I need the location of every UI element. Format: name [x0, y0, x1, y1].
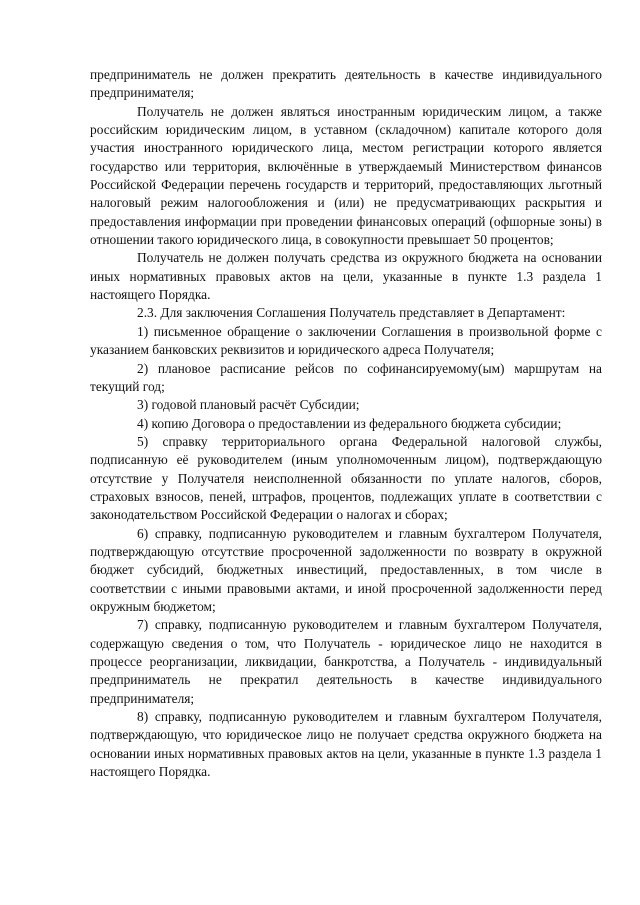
list-item-8: 8) справку, подписанную руководителем и главным бухгалтером Получателя, подтверждающую, что юридическое лицо не получает средства окружного бюджета на основании иных нормативных правовых актов на цели, указанные в пункте 1.3 раздела 1 настоящего Порядка. — [90, 709, 602, 780]
list-item-5: 5) справку территориального органа Федеральной налоговой службы, подписанную её руководителем (иным уполномоченным лицом), подтверждающую отсутствие у Получателя неисполненной обязанности по уплате налогов, сборов, страховых взносов, пеней, штрафов, процентов, подлежащих уплате в соответствии с законодательством Российской Федерации о налогах и сборах; — [90, 433, 602, 523]
list-item-3: 3) годовой плановый расчёт Субсидии; — [137, 397, 360, 413]
list-item-4: 4) копию Договора о предоставлении из федерального бюджета субсидии; — [137, 415, 562, 431]
document-body — [90, 66, 602, 781]
paragraph-no-other-budget-funds: Получатель не должен получать средства из окружного бюджета на основании иных нормативных правовых актов на цели, указанные в пункте 1.3 раздела 1 настоящего Порядка. — [90, 250, 602, 303]
paragraph-foreign-entity-restriction: Получатель не должен являться иностранным юридическим лицом, а также российским юридическим лицом, в уставном (складочном) капитале которого доля участия иностранного юридического лица, местом регистрации которого является государство или территория, включённые в утверждаемый Министерством финансов Российской Федерации перечень государств и территорий, предоставляющих льготный налоговый режим налогообложения и (или) не предусматривающих раскрытия и предоставления информации при проведении финансовых операций (офшорные зоны) в отношении такого юридического лица, в совокупности превышает 50 процентов; — [90, 103, 602, 248]
list-item-7: 7) справку, подписанную руководителем и главным бухгалтером Получателя, содержащую сведения о том, что Получатель - юридическое лицо не находится в процессе реорганизации, ликвидации, банкротства, а Получатель - индивидуальный предприниматель не прекратил деятельность в качестве индивидуального предпринимателя; — [90, 617, 602, 706]
paragraph-section-2-3: 2.3. Для заключения Соглашения Получатель представляет в Департамент: — [137, 305, 566, 321]
list-item-6: 6) справку, подписанную руководителем и главным бухгалтером Получателя, подтверждающую отсутствие просроченной задолженности по возврату в окружной бюджет субсидий, бюджетных инвестиций, предоставленных, в том числе в соответствии с иными правовыми актами, и иной просроченной задолженности перед окружным бюджетом; — [90, 525, 602, 614]
list-item-2: 2) плановое расписание рейсов по софинансируемому(ым) маршрутам на текущий год; — [90, 360, 602, 394]
list-item-1: 1) письменное обращение о заключении Соглашения в произвольной форме с указанием банковских реквизитов и юридического адреса Получателя; — [90, 323, 602, 358]
paragraph-continuation: предприниматель не должен прекратить деятельность в качестве индивидуального предпринимателя; — [90, 67, 602, 101]
